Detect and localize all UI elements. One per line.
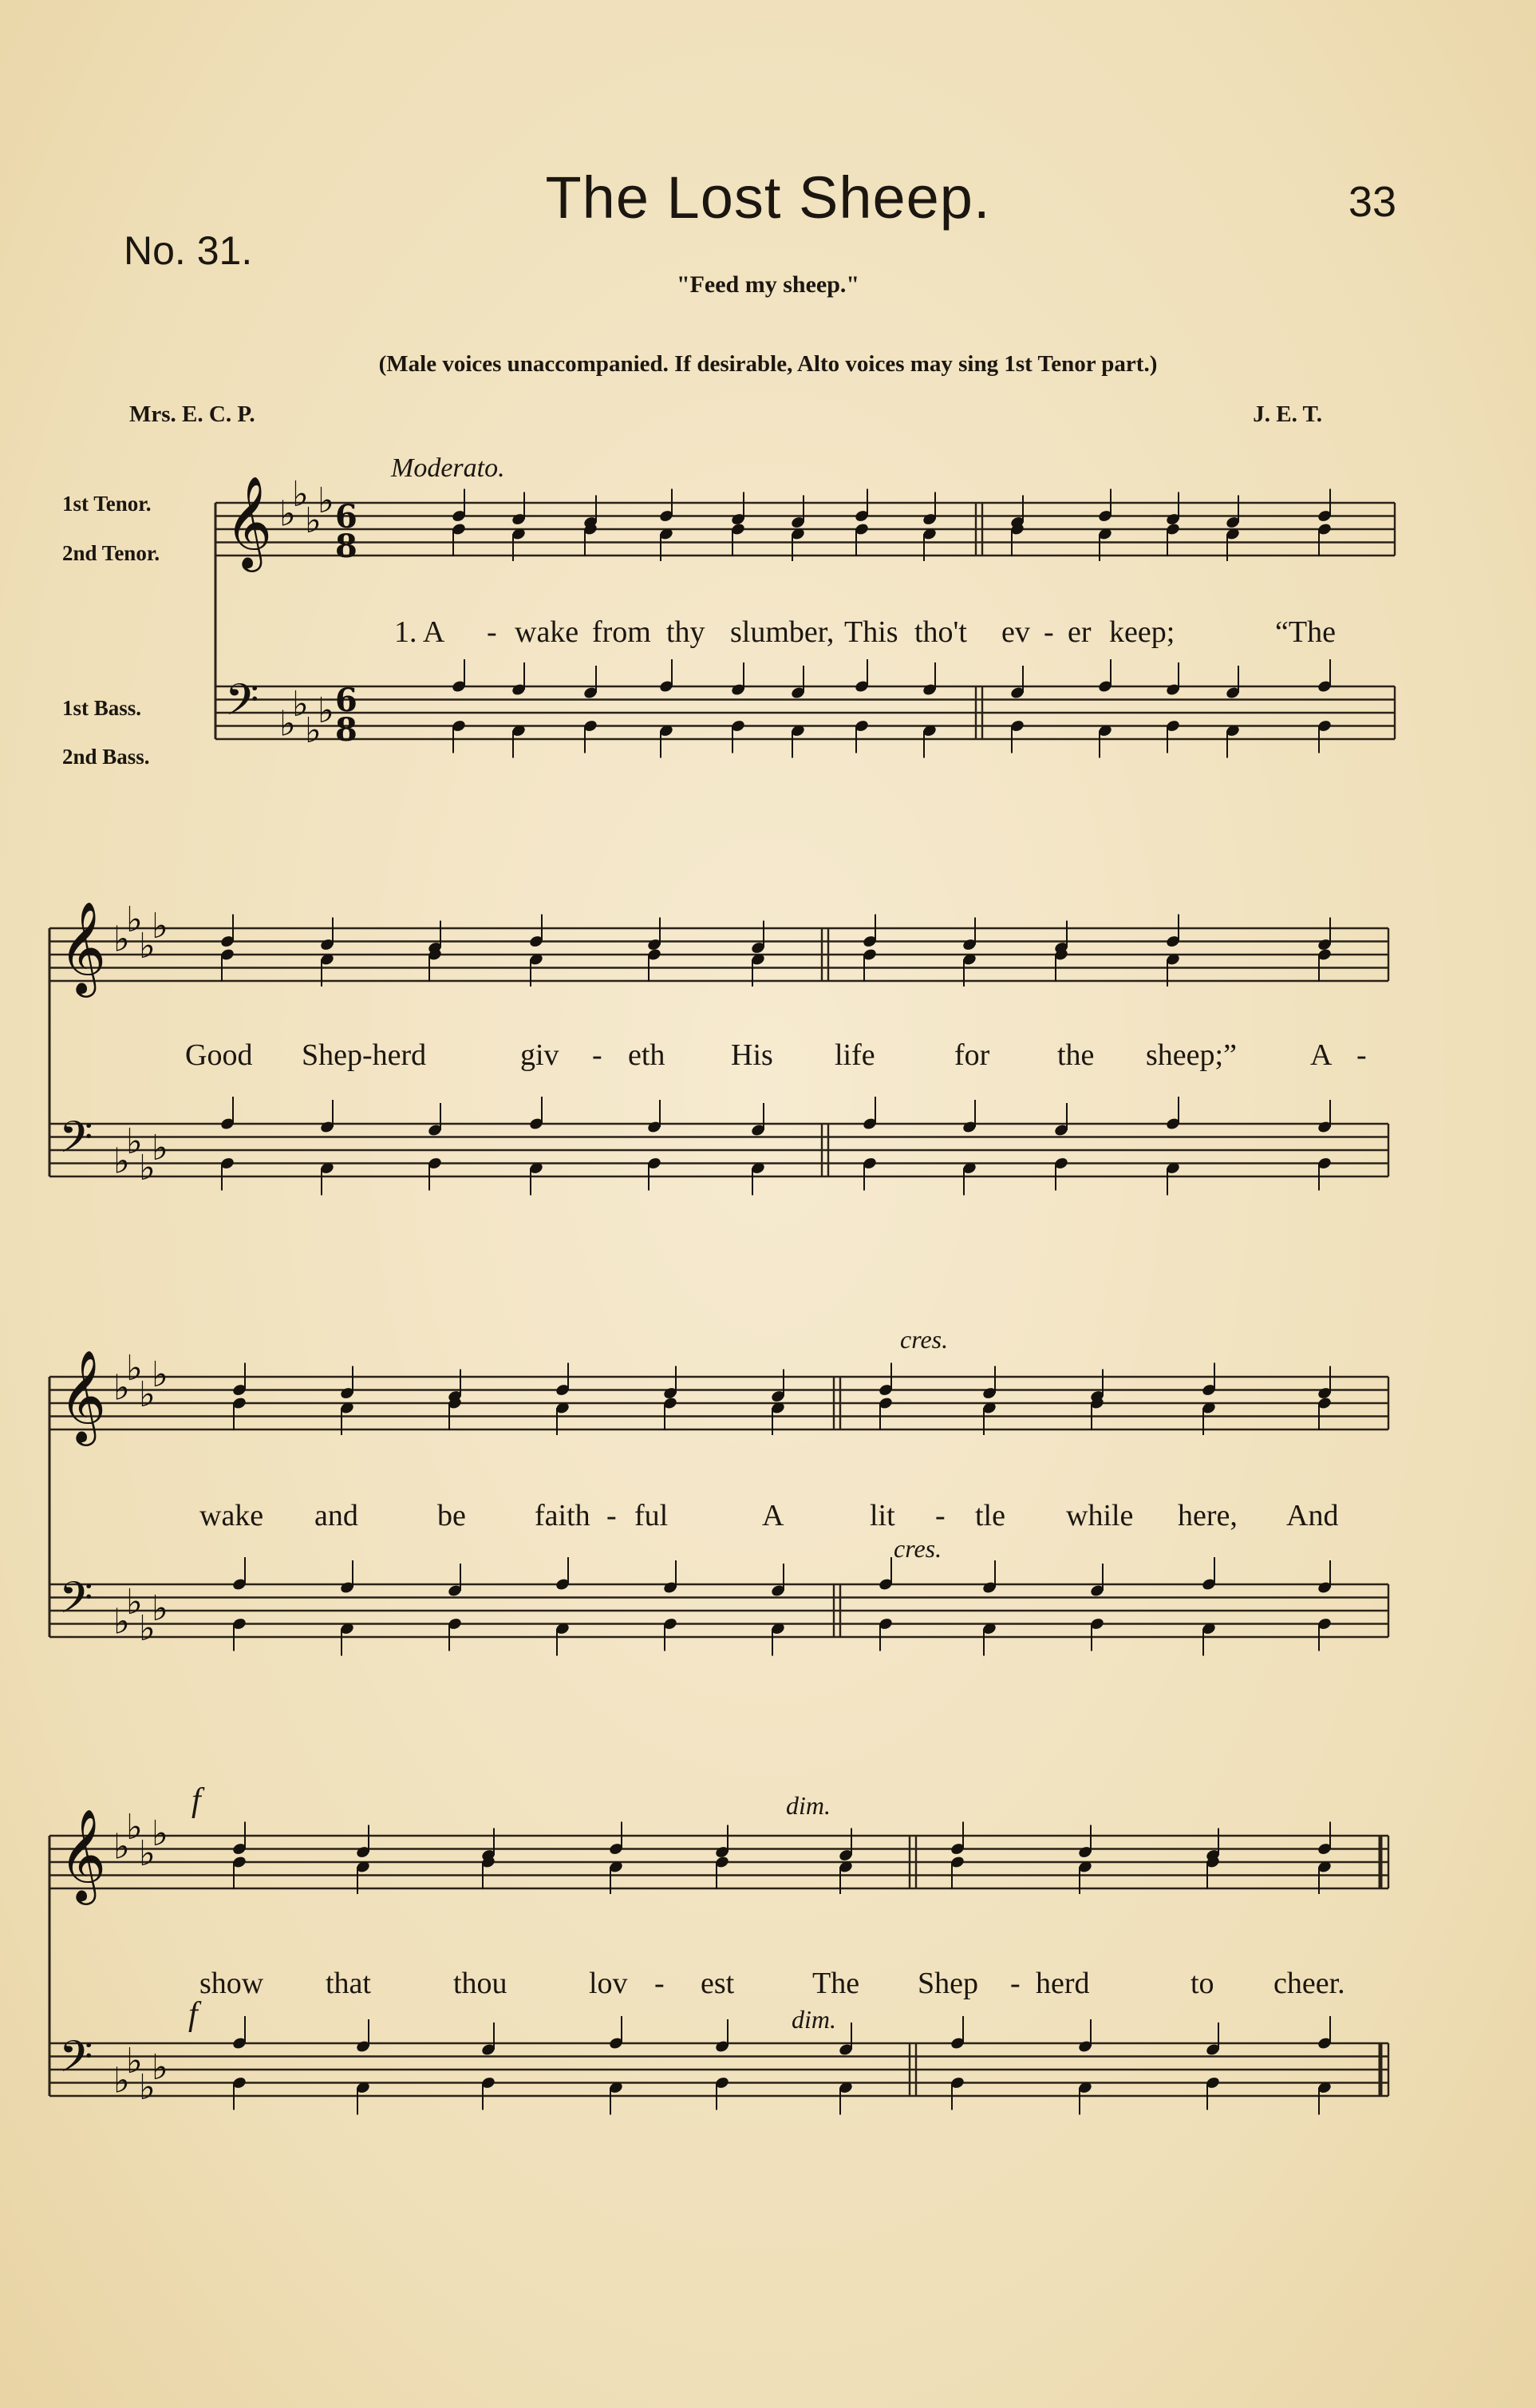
crescendo-mark-lower: cres. — [894, 1534, 942, 1563]
flat-sign: ♭ — [152, 1128, 168, 1168]
flat-sign: ♭ — [126, 1347, 143, 1389]
lyricist-credit: Mrs. E. C. P. — [129, 401, 255, 427]
time-signature-top: 6 — [335, 682, 357, 719]
lyric-s4-11: cheer. — [1273, 1967, 1345, 2000]
lyric-s4-10: to — [1190, 1967, 1214, 2000]
lyric-s2-10: A — [1310, 1038, 1333, 1072]
treble-clef: 𝄞 — [225, 475, 273, 568]
flat-sign: ♭ — [126, 899, 143, 940]
flat-sign: ♭ — [152, 2047, 168, 2088]
flat-sign: ♭ — [139, 925, 156, 967]
lyric-s2-4: eth — [628, 1038, 665, 1072]
page-number: 33 — [1348, 178, 1396, 226]
lyric-s1-3: from — [592, 615, 651, 649]
bass-clef: 𝄢 — [59, 1112, 93, 1173]
lyric-s3-3: faith — [535, 1499, 590, 1532]
crescendo-mark-upper: cres. — [900, 1325, 949, 1354]
flat-sign: ♭ — [113, 1367, 130, 1409]
lyric-s1-4: thy — [666, 615, 705, 649]
lyric-s3-0: wake — [199, 1499, 264, 1532]
bass-clef: 𝄢 — [59, 1572, 93, 1634]
diminuendo-mark-upper: dim. — [786, 1791, 831, 1820]
flat-sign: ♭ — [292, 473, 309, 515]
flat-sign: ♭ — [126, 2040, 143, 2082]
flat-sign: ♭ — [139, 2066, 156, 2108]
lyric-s1-11: keep; — [1109, 615, 1175, 649]
flat-sign: ♭ — [139, 1374, 156, 1415]
lyric-s2-8: the — [1057, 1038, 1095, 1072]
song-title: The Lost Sheep. — [545, 164, 991, 231]
flat-sign: ♭ — [152, 1354, 168, 1395]
flat-sign: ♭ — [305, 500, 322, 541]
lyric-s1-0: 1. A — [394, 615, 445, 649]
lyric-s3-11: here, — [1178, 1499, 1238, 1532]
flat-sign: ♭ — [152, 1813, 168, 1854]
voice-label-1st-tenor: 1st Tenor. — [62, 492, 152, 516]
lyric-s4-9: herd — [1036, 1967, 1090, 2000]
flat-sign: ♭ — [139, 1147, 156, 1188]
lyric-s1-8: ev — [1001, 615, 1030, 649]
epigraph: "Feed my sheep." — [676, 271, 860, 298]
lyric-s2-9: sheep;” — [1146, 1038, 1237, 1072]
flat-sign: ♭ — [152, 1588, 168, 1629]
lyric-s3-1: and — [314, 1499, 358, 1532]
hymn-number: No. 31. — [124, 228, 253, 273]
lyric-s4-7: Shep — [918, 1967, 978, 2000]
lyric-s4-1: that — [326, 1967, 371, 2000]
lyric-s1-1: - — [487, 615, 497, 649]
lyric-s4-4: - — [654, 1967, 665, 2000]
lyric-s1-12: “The — [1275, 615, 1336, 649]
flat-sign: ♭ — [113, 2060, 130, 2102]
forte-mark-lower: f — [188, 1996, 198, 2033]
tempo-marking: Moderato. — [391, 453, 505, 483]
treble-clef: 𝄞 — [59, 1349, 107, 1442]
time-signature-bottom: 8 — [335, 711, 357, 749]
lyric-s1-10: er — [1068, 615, 1092, 649]
time-signature-top: 6 — [335, 498, 357, 536]
bass-clef: 𝄢 — [225, 674, 259, 736]
flat-sign: ♭ — [305, 710, 322, 751]
lyric-s3-10: while — [1066, 1499, 1134, 1532]
treble-clef: 𝄞 — [59, 1808, 107, 1901]
flat-sign: ♭ — [113, 919, 130, 960]
composer-credit: J. E. T. — [1253, 401, 1322, 427]
lyric-s3-12: And — [1286, 1499, 1339, 1532]
lyric-s2-1: Shep-herd — [302, 1038, 427, 1072]
lyric-s4-6: The — [812, 1967, 860, 2000]
flat-sign: ♭ — [113, 1141, 130, 1182]
lyric-s1-7: tho't — [914, 615, 967, 649]
lyric-s4-5: est — [701, 1967, 735, 2000]
time-signature-bottom: 8 — [335, 528, 357, 565]
voice-label-2nd-tenor: 2nd Tenor. — [62, 541, 160, 565]
lyric-s3-2: be — [437, 1499, 466, 1532]
bass-clef: 𝄢 — [59, 2031, 93, 2093]
flat-sign: ♭ — [318, 690, 334, 731]
flat-sign: ♭ — [139, 1833, 156, 1874]
flat-sign: ♭ — [126, 1121, 143, 1162]
flat-sign: ♭ — [318, 480, 334, 521]
lyric-s3-5: ful — [634, 1499, 669, 1532]
lyric-s4-8: - — [1010, 1967, 1021, 2000]
lyric-s2-11: - — [1356, 1038, 1367, 1072]
lyric-s3-4: - — [606, 1499, 617, 1532]
lyric-s3-9: tle — [975, 1499, 1005, 1532]
lyric-s1-9: - — [1044, 615, 1054, 649]
treble-clef: 𝄞 — [59, 900, 107, 994]
lyric-s2-0: Good — [185, 1038, 253, 1072]
voice-label-1st-bass: 1st Bass. — [62, 696, 142, 720]
flat-sign: ♭ — [113, 1601, 130, 1643]
lyric-s2-5: His — [731, 1038, 773, 1072]
lyric-s2-7: for — [954, 1038, 990, 1072]
lyric-s4-2: thou — [453, 1967, 507, 2000]
lyric-s3-6: A — [762, 1499, 784, 1532]
lyric-s2-3: - — [592, 1038, 602, 1072]
flat-sign: ♭ — [126, 1806, 143, 1848]
lyric-s1-2: wake — [515, 615, 579, 649]
flat-sign: ♭ — [139, 1607, 156, 1649]
notes — [219, 489, 1333, 2115]
lyric-s4-0: show — [199, 1967, 264, 2000]
diminuendo-mark-lower: dim. — [792, 2005, 836, 2034]
flat-sign: ♭ — [126, 1581, 143, 1623]
performance-note: (Male voices unaccompanied. If desirable, Alto voices may sing 1st Tenor part.) — [378, 351, 1158, 377]
flat-sign: ♭ — [292, 683, 309, 725]
flat-sign: ♭ — [279, 703, 296, 745]
lyric-s3-8: - — [935, 1499, 946, 1532]
lyric-s4-3: lov — [589, 1967, 628, 2000]
forte-mark-upper: f — [192, 1782, 201, 1819]
flat-sign: ♭ — [152, 906, 168, 947]
flat-sign: ♭ — [113, 1826, 130, 1868]
lyric-s2-2: giv — [520, 1038, 559, 1072]
lyric-s1-5: slumber, — [730, 615, 835, 649]
lyric-s2-6: life — [835, 1038, 875, 1072]
lyric-s1-6: This — [844, 615, 898, 649]
voice-label-2nd-bass: 2nd Bass. — [62, 745, 150, 769]
flat-sign: ♭ — [279, 493, 296, 535]
lyric-s3-7: lit — [870, 1499, 895, 1532]
